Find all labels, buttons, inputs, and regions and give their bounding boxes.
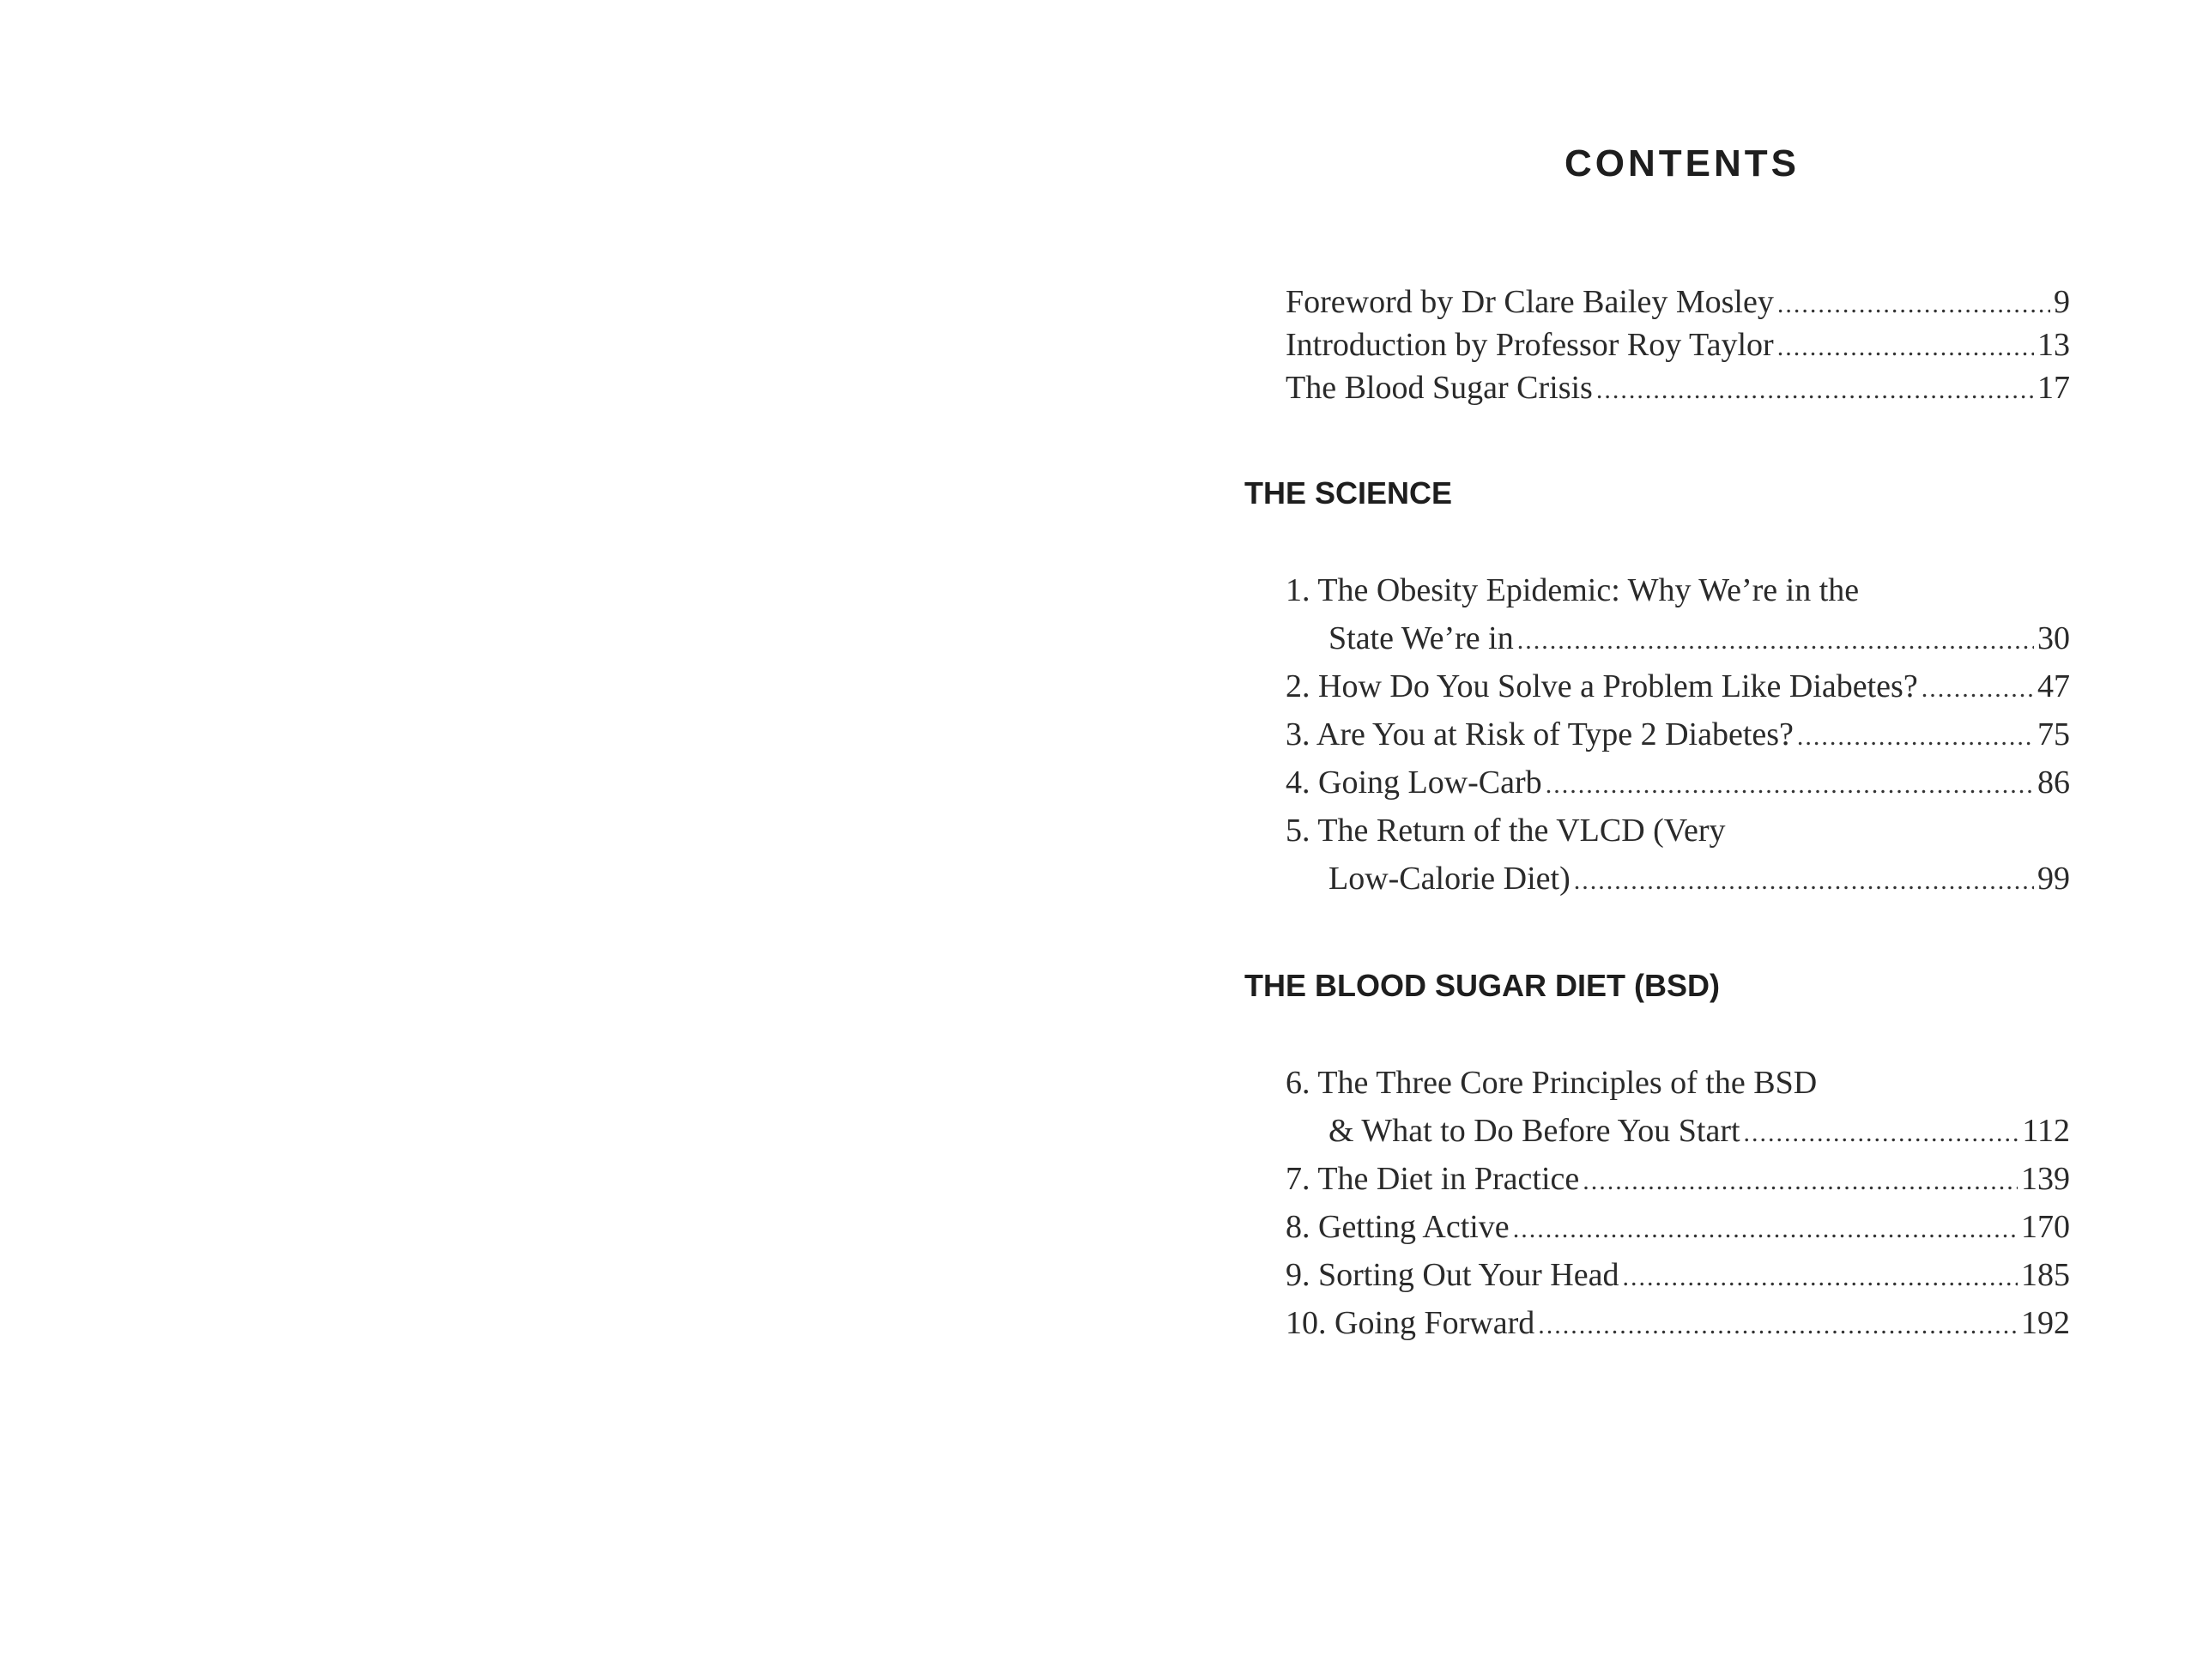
toc-entry-title: 7. The Diet in Practice bbox=[1286, 1161, 1580, 1197]
toc-entry-page: 17 bbox=[2037, 370, 2070, 406]
toc-entry-title: 9. Sorting Out Your Head bbox=[1286, 1257, 1619, 1293]
toc-entry-1-line2[interactable] bbox=[1328, 616, 2070, 661]
toc-leader-dots bbox=[1546, 763, 2034, 805]
section-heading-blood-sugar-diet: THE BLOOD SUGAR DIET (BSD) bbox=[1244, 968, 1720, 1003]
toc-entry-introduction[interactable] bbox=[1286, 323, 2070, 367]
toc-entry-6-line1[interactable] bbox=[1286, 1061, 2070, 1105]
toc-leader-dots bbox=[1513, 1207, 2018, 1249]
toc-entry-title: 8. Getting Active bbox=[1286, 1209, 1510, 1245]
toc-entry-page: 185 bbox=[2021, 1257, 2070, 1293]
toc-entry-9[interactable] bbox=[1286, 1253, 2070, 1297]
toc-entry-page: 9 bbox=[2054, 284, 2070, 320]
toc-entry-7[interactable] bbox=[1286, 1157, 2070, 1201]
toc-entry-title-continued: Low-Calorie Diet) bbox=[1328, 861, 1571, 897]
toc-entry-title: 10. Going Forward bbox=[1286, 1305, 1535, 1341]
toc-entry-page: 47 bbox=[2037, 668, 2070, 704]
toc-leader-dots bbox=[1777, 325, 2034, 367]
toc-entry-title: 1. The Obesity Epidemic: Why We’re in the bbox=[1286, 572, 1860, 608]
toc-leader-dots bbox=[1922, 667, 2034, 709]
toc-entry-5-line1[interactable] bbox=[1286, 808, 2070, 853]
toc-entry-3[interactable] bbox=[1286, 712, 2070, 757]
toc-entry-title: 6. The Three Core Principles of the BSD bbox=[1286, 1065, 1818, 1101]
toc-leader-dots bbox=[1596, 368, 2034, 410]
toc-entry-title: 2. How Do You Solve a Problem Like Diabetes? bbox=[1286, 668, 1918, 704]
toc-entry-title: 4. Going Low-Carb bbox=[1286, 764, 1542, 801]
toc-leader-dots bbox=[1574, 859, 2034, 901]
toc-entry-title: The Blood Sugar Crisis bbox=[1286, 370, 1593, 406]
toc-entry-title: 5. The Return of the VLCD (Very bbox=[1286, 813, 1726, 849]
toc-entry-title: Foreword by Dr Clare Bailey Mosley bbox=[1286, 284, 1774, 320]
toc-entry-1-line1[interactable] bbox=[1286, 568, 2070, 613]
toc-entry-5-line2[interactable] bbox=[1328, 856, 2070, 901]
section-heading-science: THE SCIENCE bbox=[1244, 475, 1453, 511]
toc-entry-page: 170 bbox=[2021, 1209, 2070, 1245]
toc-leader-dots bbox=[1583, 1159, 2018, 1201]
toc-entry-2[interactable] bbox=[1286, 664, 2070, 709]
toc-entry-page: 86 bbox=[2037, 764, 2070, 801]
toc-entry-page: 99 bbox=[2037, 861, 2070, 897]
toc-entry-8[interactable] bbox=[1286, 1205, 2070, 1249]
toc-entry-page: 13 bbox=[2037, 327, 2070, 363]
toc-entry-title: Introduction by Professor Roy Taylor bbox=[1286, 327, 1774, 363]
toc-entry-blood-sugar-crisis[interactable] bbox=[1286, 366, 2070, 410]
toc-entry-6-line2[interactable] bbox=[1328, 1109, 2070, 1153]
toc-entry-title: 3. Are You at Risk of Type 2 Diabetes? bbox=[1286, 716, 1794, 752]
toc-leader-dots bbox=[1797, 715, 2034, 757]
toc-leader-dots bbox=[1744, 1111, 2019, 1153]
toc-entry-page: 139 bbox=[2021, 1161, 2070, 1197]
toc-entry-title-continued: State We’re in bbox=[1328, 620, 1514, 656]
toc-entry-page: 112 bbox=[2022, 1113, 2070, 1149]
toc-entry-4[interactable] bbox=[1286, 760, 2070, 805]
toc-entry-page: 192 bbox=[2021, 1305, 2070, 1341]
contents-heading: CONTENTS bbox=[1565, 142, 1800, 184]
toc-entry-foreword[interactable] bbox=[1286, 280, 2070, 324]
toc-entry-page: 30 bbox=[2037, 620, 2070, 656]
toc-entry-title-continued: & What to Do Before You Start bbox=[1328, 1113, 1740, 1149]
toc-leader-dots bbox=[1538, 1303, 2018, 1345]
toc-entry-page: 75 bbox=[2037, 716, 2070, 752]
toc-entry-10[interactable] bbox=[1286, 1301, 2070, 1345]
toc-leader-dots bbox=[1777, 282, 2050, 324]
toc-leader-dots bbox=[1517, 619, 2034, 661]
toc-leader-dots bbox=[1622, 1255, 2018, 1297]
